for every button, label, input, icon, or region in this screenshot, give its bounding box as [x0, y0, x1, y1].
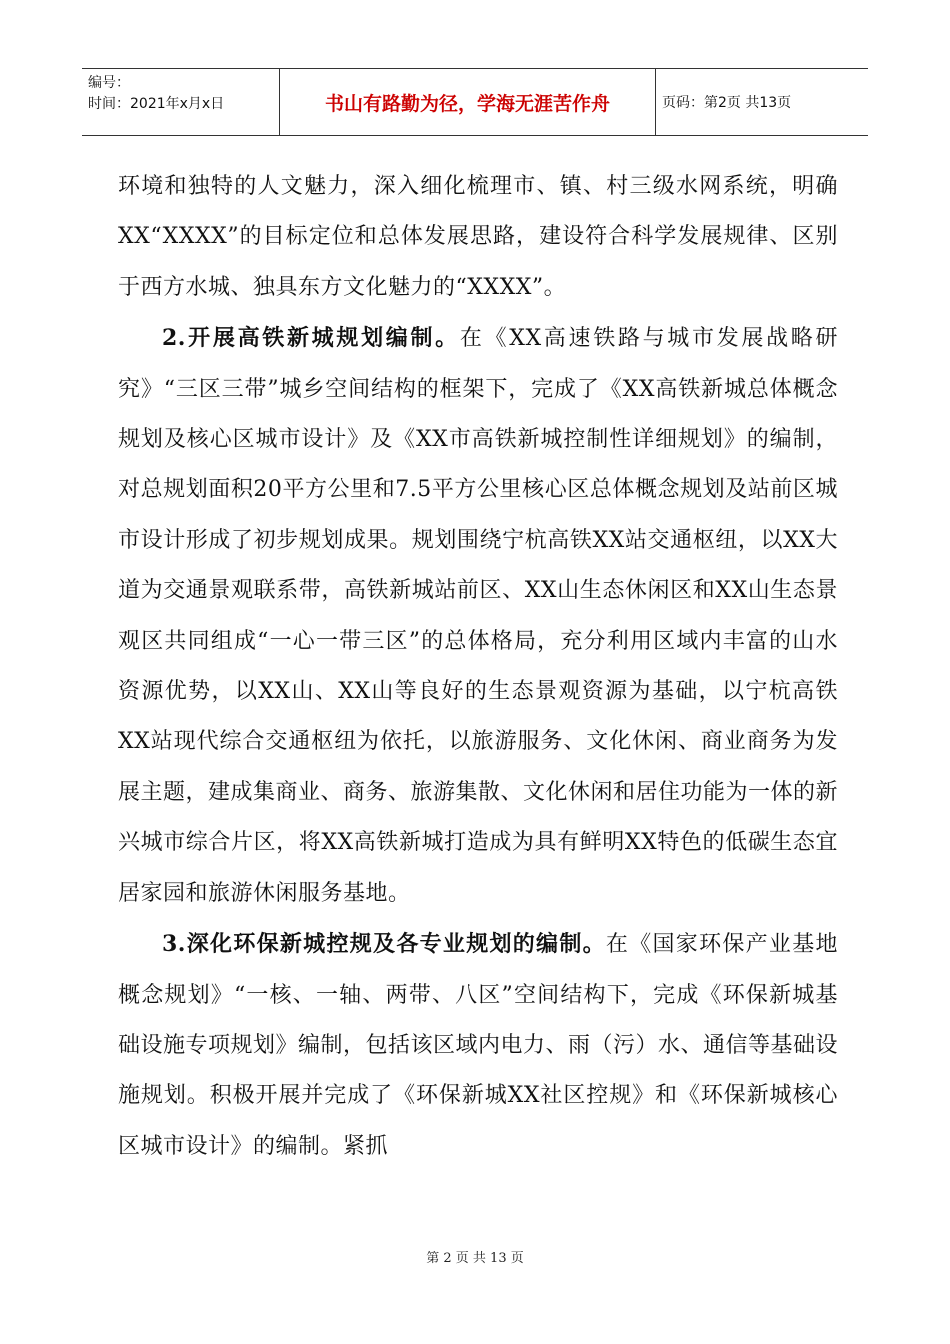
paragraph-continued	[118, 162, 838, 313]
document-time-label: 时间：2021年x月x日	[88, 96, 225, 112]
header-page-info: 页码：第2页 共13页	[662, 95, 792, 111]
paragraph-section-2	[118, 313, 838, 919]
section-heading: 3.深化环保新城控规及各专业规划的编制。	[162, 931, 606, 958]
page-footer: 第 2 页 共 13 页	[426, 1251, 524, 1266]
header-motto: 书山有路勤为径，学海无涯苦作舟	[280, 69, 656, 135]
paragraph-text: 在《国家环保产业基地概念规划》“一核、一轴、两带、八区”空间结构下，完成《环保新城基础设施专项规划》编制，包括该区域内电力、雨（污）水、通信等基础设施规划。积极开展并完成了《环保新城XX社区控规》和《环保新城核心区城市设计》的编制。紧抓	[118, 932, 839, 1159]
paragraph-text: 在《XX高速铁路与城市发展战略研究》“三区三带”城乡空间结构的框架下，完成了《XX高铁新城总体概念规划及核心区城市设计》及《XX市高铁新城控制性详细规划》的编制，对总规划面积20平方公里和7.5平方公里核心区总体概念规划及站前区城市设计形成了初步规划成果。规划围绕宁杭高铁XX站交通枢纽，以XX大道为交通景观联系带，高铁新城站前区、XX山生态休闲区和XX山生态景观区共同组成“一心一带三区”的总体格局，充分利用区域内丰富的山水资源优势，以XX山、XX山等良好的生态景观资源为基础，以宁杭高铁XX站现代综合交通枢纽为依托，以旅游服务、文化休闲、商业商务为发展主题，建成集商业、商务、旅游集散、文化休闲和居住功能为一体的新兴城市综合片区，将XX高铁新城打造成为具有鲜明XX特色的低碳生态宜居家园和旅游休闲服务基地。	[118, 326, 839, 906]
header-meta	[82, 69, 280, 135]
paragraph-section-3	[118, 919, 838, 1172]
document-number-label: 编号：	[88, 75, 130, 91]
section-heading: 2.开展高铁新城规划编制。	[162, 325, 460, 352]
document-body	[118, 162, 838, 1172]
paragraph-text: 环境和独特的人文魅力，深入细化梳理市、镇、村三级水网系统，明确XX“XXXX”的目标定位和总体发展思路，建设符合科学发展规律、区别于西方水城、独具东方文化魅力的“XXXX”。	[118, 174, 838, 300]
page-header	[82, 68, 868, 136]
